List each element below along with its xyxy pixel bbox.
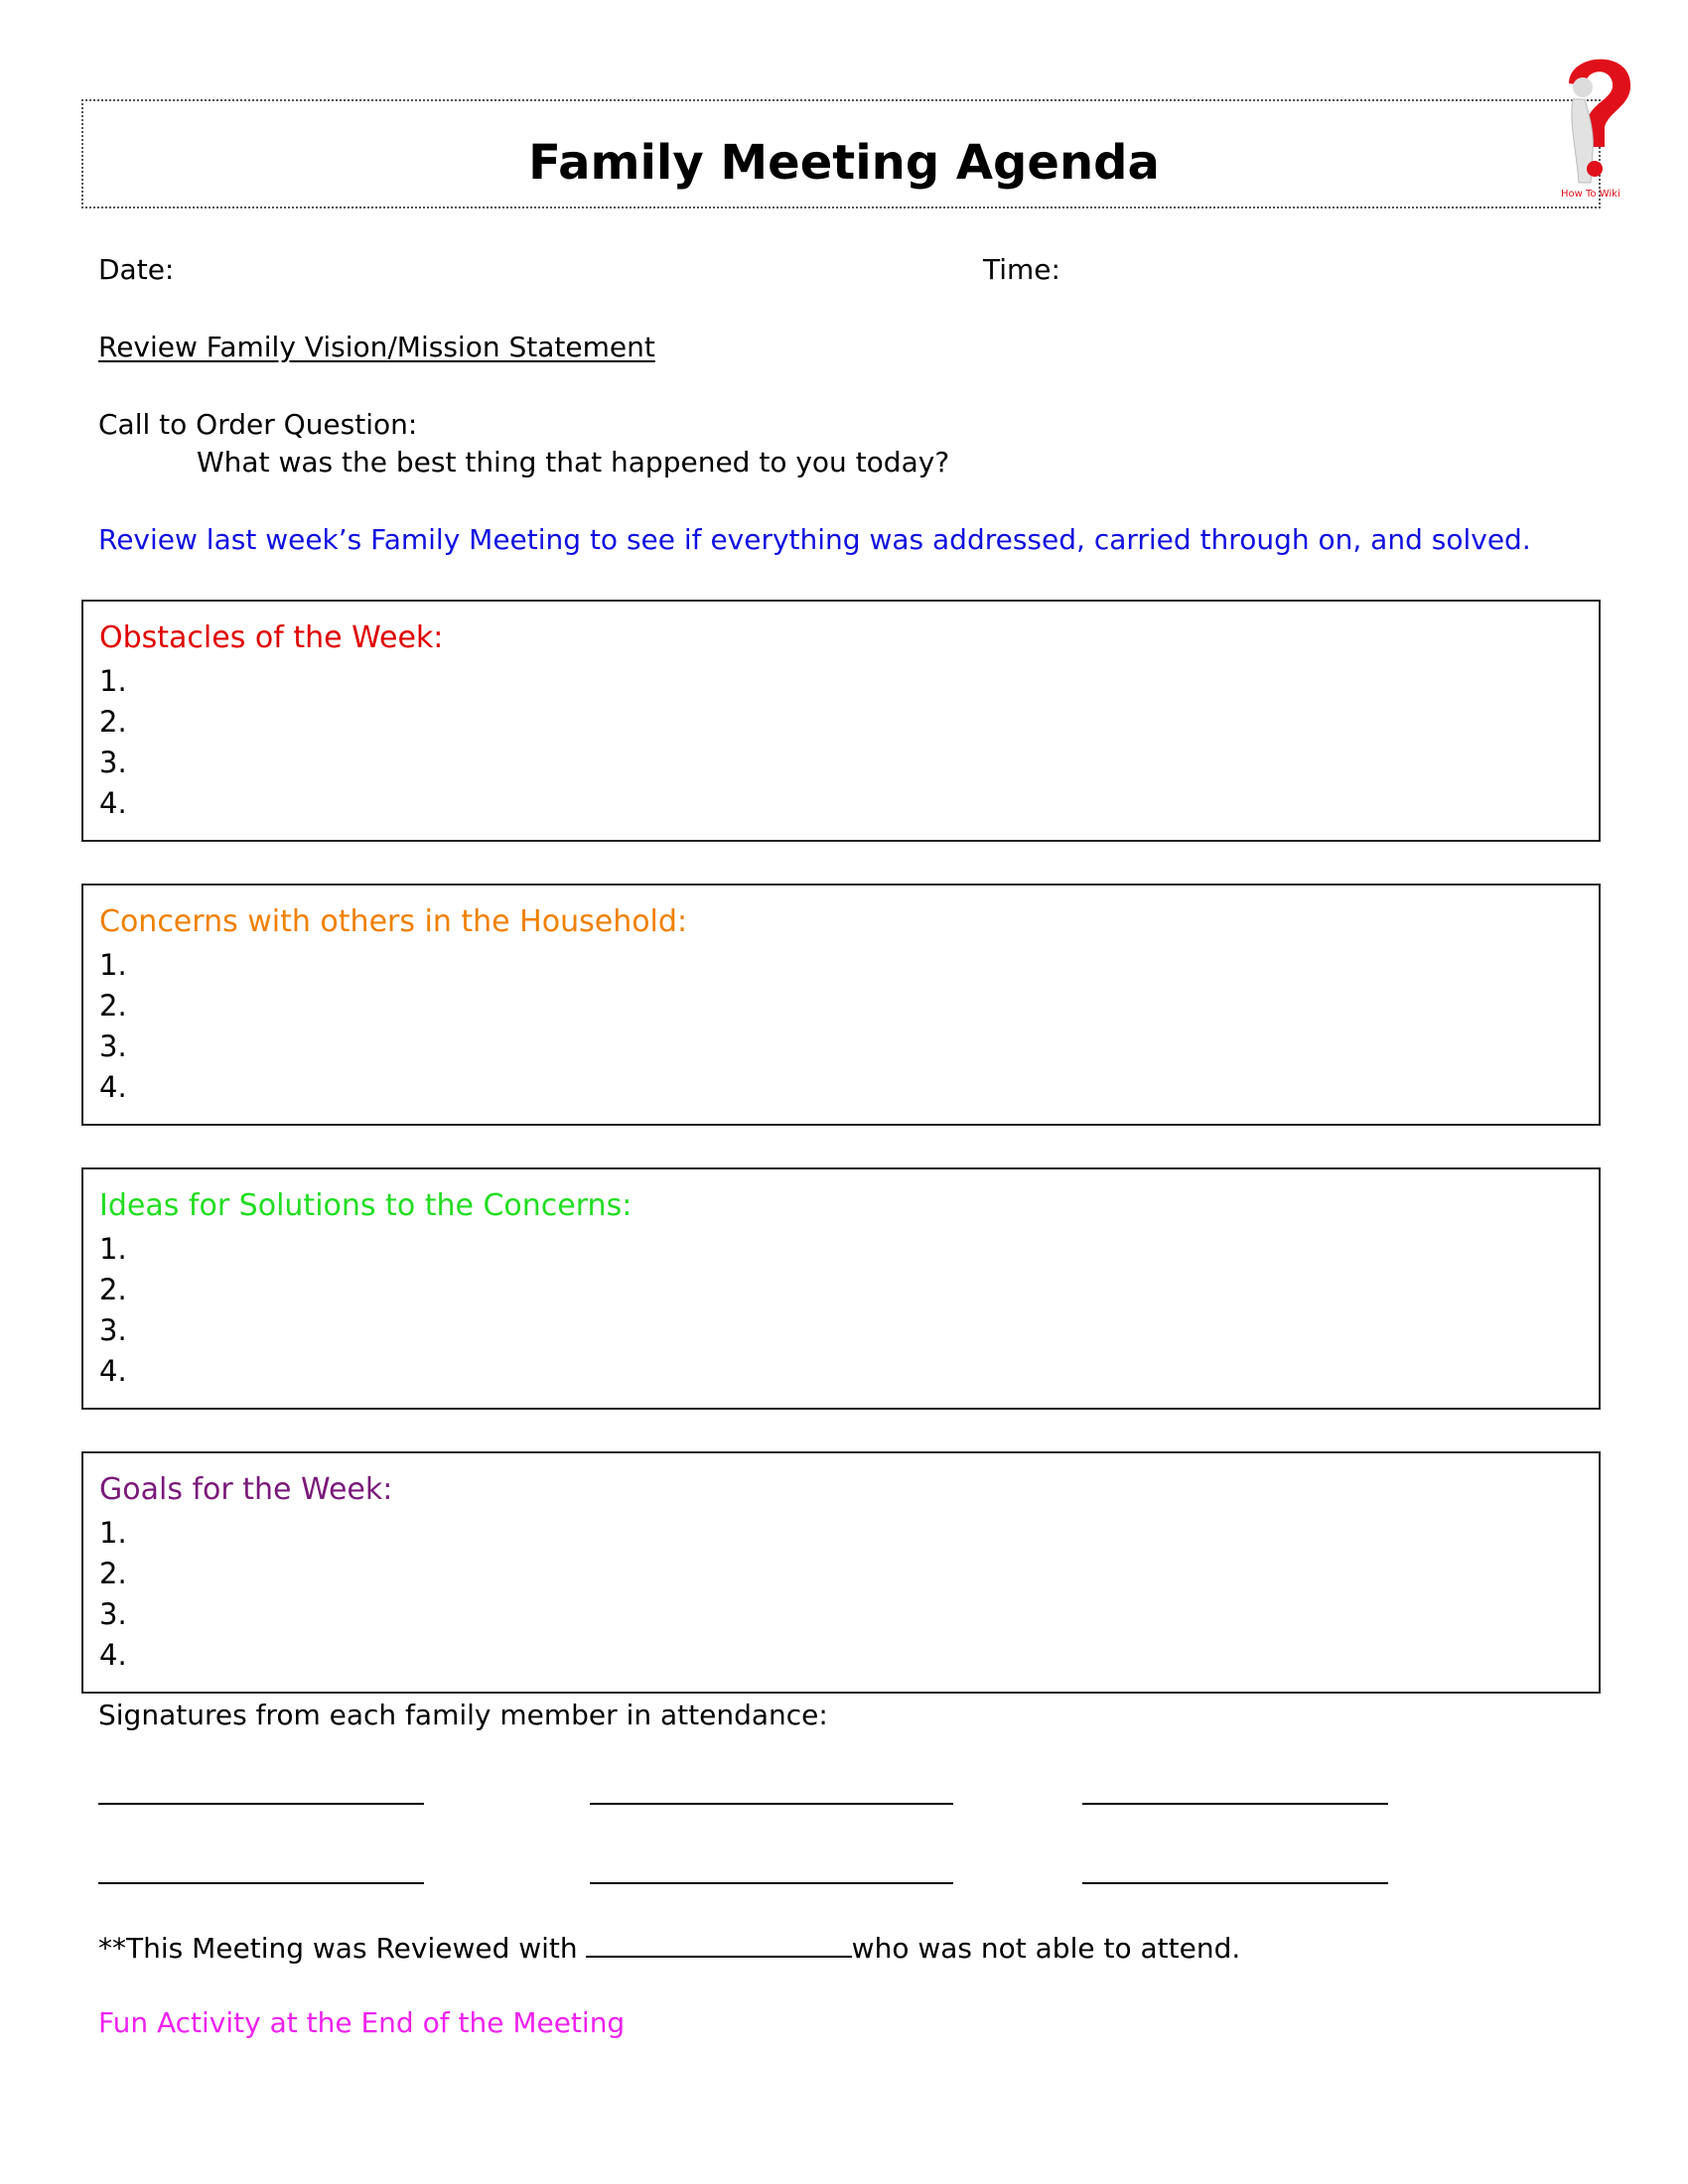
reviewed-with-blank[interactable] — [586, 1930, 852, 1958]
signature-line[interactable] — [98, 1882, 424, 1884]
section-heading: Obstacles of the Week: — [99, 620, 444, 655]
list-item: 1. — [99, 1232, 127, 1266]
list-item: 3. — [99, 1029, 127, 1063]
review-vision-link: Review Family Vision/Mission Statement — [98, 331, 655, 363]
list-item: 2. — [99, 705, 127, 739]
signature-line[interactable] — [590, 1803, 953, 1805]
section-heading: Goals for the Week: — [99, 1472, 393, 1507]
section-concerns — [81, 884, 1601, 1126]
list-item: 4. — [99, 1070, 127, 1104]
signatures-label: Signatures from each family member in attendance: — [98, 1699, 828, 1731]
list-item: 4. — [99, 1354, 127, 1388]
date-label: Date: — [98, 253, 175, 286]
numbered-list — [99, 1229, 127, 1392]
numbered-list — [99, 945, 127, 1108]
list-item: 2. — [99, 1557, 127, 1590]
section-heading: Concerns with others in the Household: — [99, 904, 688, 939]
list-item: 3. — [99, 1313, 127, 1347]
list-item: 2. — [99, 1273, 127, 1306]
time-label: Time: — [983, 253, 1060, 286]
signature-line[interactable] — [590, 1882, 953, 1884]
call-to-order-question: What was the best thing that happened to you today? — [197, 446, 950, 478]
signature-line[interactable] — [1082, 1803, 1388, 1805]
list-item: 3. — [99, 746, 127, 779]
list-item: 4. — [99, 1638, 127, 1672]
page-title: Family Meeting Agenda — [528, 135, 1160, 191]
logo-text: How To Wiki — [1561, 189, 1620, 200]
signature-line[interactable] — [98, 1803, 424, 1805]
question-mark-logo-icon — [1549, 44, 1638, 203]
review-last-week-note: Review last week’s Family Meeting to see if everything was addressed, carried through on, and solved. — [98, 523, 1531, 556]
fun-activity-label: Fun Activity at the End of the Meeting — [98, 2006, 626, 2039]
numbered-list — [99, 661, 127, 824]
numbered-list — [99, 1513, 127, 1676]
reviewed-suffix: who was not able to attend. — [851, 1932, 1241, 1965]
section-goals — [81, 1451, 1601, 1694]
reviewed-with-line — [98, 1930, 1240, 1967]
section-solutions — [81, 1167, 1601, 1410]
list-item: 3. — [99, 1597, 127, 1631]
section-obstacles — [81, 600, 1601, 842]
list-item: 1. — [99, 1516, 127, 1550]
signature-line[interactable] — [1082, 1882, 1388, 1884]
list-item: 1. — [99, 948, 127, 982]
list-item: 4. — [99, 786, 127, 820]
call-to-order-label: Call to Order Question: — [98, 408, 418, 441]
reviewed-prefix: **This Meeting was Reviewed with — [98, 1932, 578, 1965]
list-item: 2. — [99, 989, 127, 1023]
list-item: 1. — [99, 664, 127, 698]
section-heading: Ideas for Solutions to the Concerns: — [99, 1188, 633, 1223]
